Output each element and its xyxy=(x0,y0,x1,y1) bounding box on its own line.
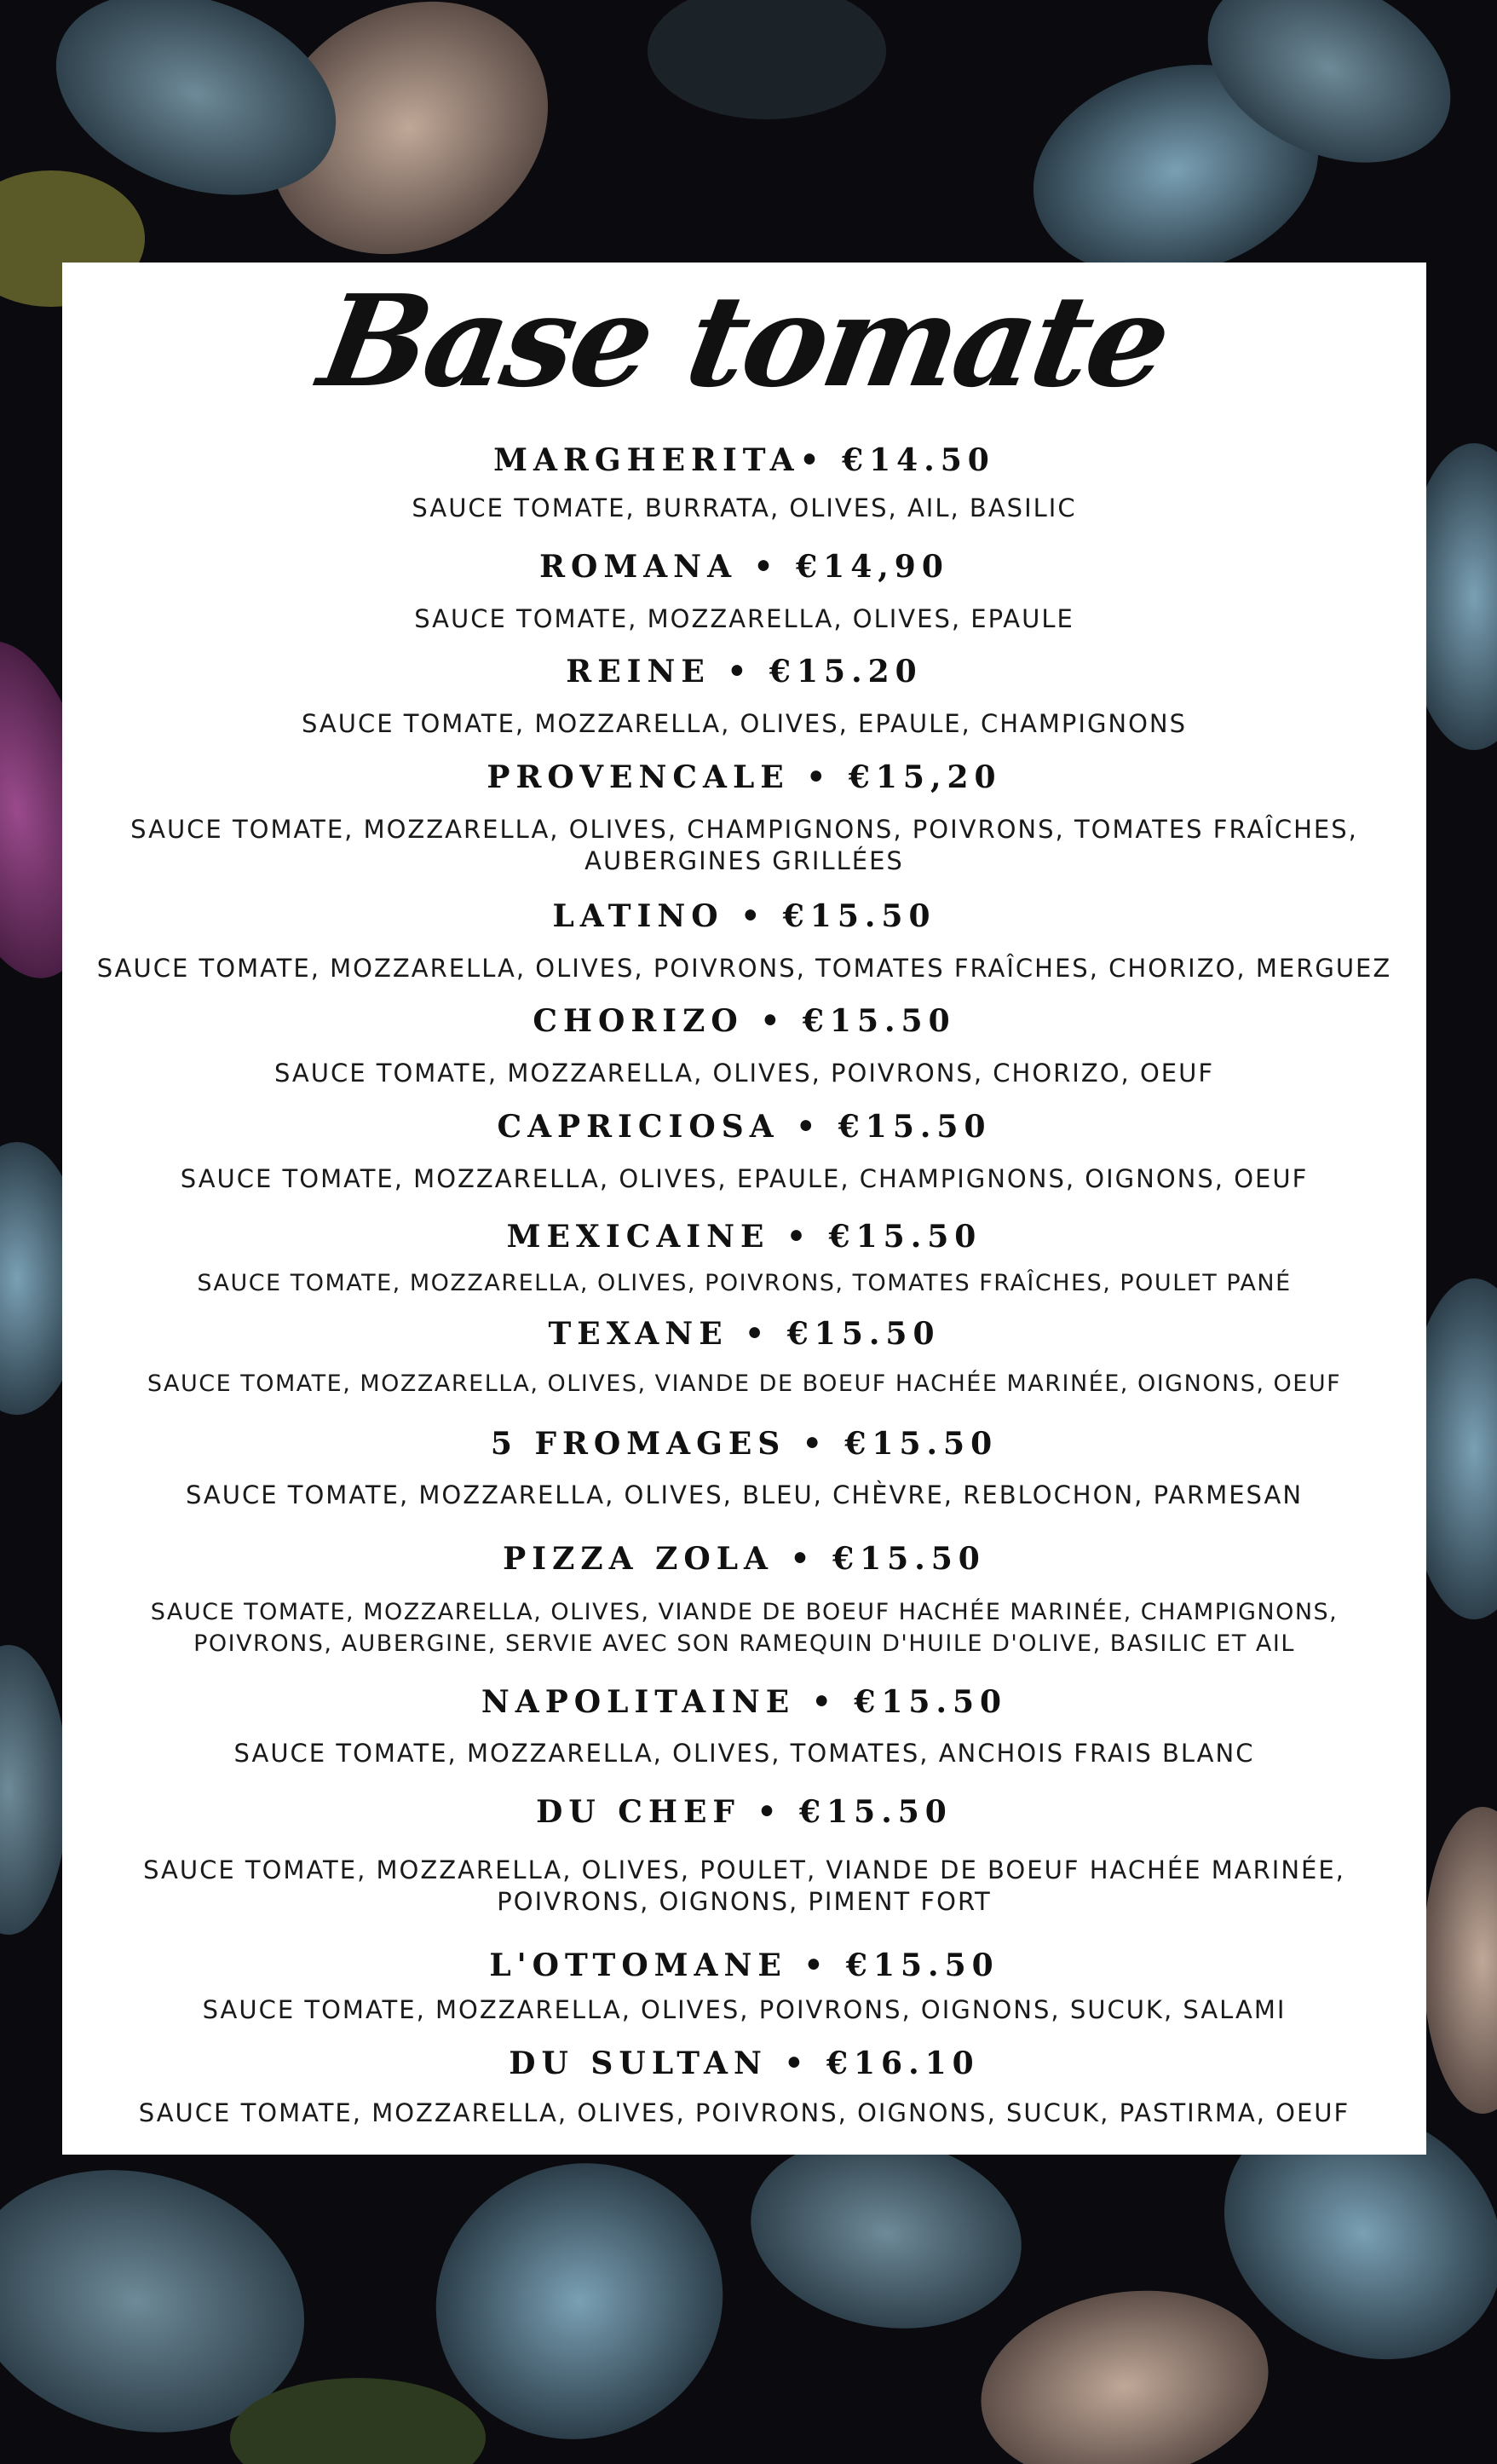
item-name: REINE xyxy=(566,654,711,690)
item-heading xyxy=(62,1218,1426,1255)
item-separator: • xyxy=(710,654,769,690)
item-price: €15.50 xyxy=(854,1684,1008,1720)
item-separator: • xyxy=(728,1316,787,1352)
item-name: TEXANE xyxy=(548,1316,728,1352)
item-heading xyxy=(62,1002,1426,1040)
item-separator: • xyxy=(743,1003,803,1039)
item-description: SAUCE TOMATE, MOZZARELLA, OLIVES, BLEU, CHÈVRE, REBLOCHON, PARMESAN xyxy=(185,1480,1304,1509)
item-description: SAUCE TOMATE, MOZZARELLA, OLIVES, POULET, VIANDE DE BOEUF HACHÉE MARINÉE, POIVRONS, OIGNONS, PIMENT FORT xyxy=(143,1855,1345,1916)
item-price: €15,20 xyxy=(848,759,1002,795)
item-heading xyxy=(62,441,1426,479)
menu-item xyxy=(62,1540,1426,1659)
item-name: PROVENCALE xyxy=(487,759,790,795)
item-name: CAPRICIOSA xyxy=(497,1109,780,1145)
item-name: LATINO xyxy=(552,898,724,934)
menu-item xyxy=(62,1425,1426,1511)
item-heading xyxy=(62,653,1426,690)
item-separator: • xyxy=(737,549,797,585)
item-description: SAUCE TOMATE, MOZZARELLA, OLIVES, POIVRONS, TOMATES FRAÎCHES, POULET PANÉ xyxy=(197,1270,1292,1296)
item-heading xyxy=(62,1425,1426,1463)
item-separator: • xyxy=(786,1426,845,1462)
item-name: NAPOLITAINE xyxy=(481,1684,796,1720)
item-name: ROMANA xyxy=(539,549,738,585)
item-name: DU CHEF xyxy=(536,1794,740,1830)
item-heading xyxy=(62,1540,1426,1578)
item-price: €16.10 xyxy=(826,2046,980,2081)
item-name: 5 FROMAGES xyxy=(490,1426,786,1462)
item-price: €15.50 xyxy=(828,1219,982,1255)
item-separator: • xyxy=(795,1684,855,1720)
menu-item xyxy=(62,1218,1426,1299)
item-separator: • xyxy=(773,1541,833,1577)
item-description: SAUCE TOMATE, MOZZARELLA, OLIVES, CHAMPIGNONS, POIVRONS, TOMATES FRAÎCHES, AUBERGINES GRILLÉES xyxy=(130,815,1358,875)
item-price: €15.20 xyxy=(769,654,923,690)
item-price: €15.50 xyxy=(832,1541,986,1577)
menu-item xyxy=(62,897,1426,984)
menu-item xyxy=(62,1002,1426,1089)
item-separator: • xyxy=(786,1948,846,1983)
item-separator: • xyxy=(769,1219,829,1255)
item-description: SAUCE TOMATE, MOZZARELLA, OLIVES, EPAULE, CHAMPIGNONS, OIGNONS, OEUF xyxy=(180,1164,1309,1193)
item-price: €15.50 xyxy=(845,1948,999,1983)
item-name: DU SULTAN xyxy=(509,2046,768,2081)
item-description: SAUCE TOMATE, MOZZARELLA, OLIVES, EPAULE, CHAMPIGNONS xyxy=(301,709,1188,738)
item-price: €15.50 xyxy=(844,1426,999,1462)
item-name: CHORIZO xyxy=(533,1003,744,1039)
item-description: SAUCE TOMATE, MOZZARELLA, OLIVES, POIVRONS, OIGNONS, SUCUK, SALAMI xyxy=(202,1995,1287,2024)
item-name: MARGHERITA xyxy=(493,442,800,478)
item-price: €14,90 xyxy=(796,549,949,585)
item-separator: • xyxy=(799,442,843,478)
item-separator: • xyxy=(789,759,849,795)
menu-title: Base tomate xyxy=(310,267,1178,415)
item-price: €15.50 xyxy=(838,1109,992,1145)
item-price: €15.50 xyxy=(786,1316,941,1352)
menu-item xyxy=(62,1315,1426,1399)
item-separator: • xyxy=(740,1794,800,1830)
menu-item xyxy=(62,1683,1426,1769)
item-description: SAUCE TOMATE, MOZZARELLA, OLIVES, TOMATES, ANCHOIS FRAIS BLANC xyxy=(233,1739,1255,1768)
item-heading xyxy=(62,1108,1426,1145)
item-heading xyxy=(62,548,1426,586)
item-separator: • xyxy=(723,898,783,934)
item-heading xyxy=(62,759,1426,796)
item-name: MEXICAINE xyxy=(506,1219,770,1255)
menu-item xyxy=(62,1108,1426,1195)
item-separator: • xyxy=(779,1109,838,1145)
item-description: SAUCE TOMATE, BURRATA, OLIVES, AIL, BASILIC xyxy=(412,493,1077,522)
menu-item xyxy=(62,653,1426,740)
item-description: SAUCE TOMATE, MOZZARELLA, OLIVES, POIVRONS, CHORIZO, OEUF xyxy=(273,1059,1215,1088)
item-heading xyxy=(62,2045,1426,2082)
item-heading xyxy=(62,1683,1426,1721)
menu-item xyxy=(62,1947,1426,2026)
item-description: SAUCE TOMATE, MOZZARELLA, OLIVES, POIVRONS, OIGNONS, SUCUK, PASTIRMA, OEUF xyxy=(138,2098,1350,2127)
menu-card xyxy=(62,263,1426,2155)
item-name: PIZZA ZOLA xyxy=(503,1541,774,1577)
menu-item xyxy=(62,548,1426,635)
item-heading xyxy=(62,1315,1426,1353)
menu-item xyxy=(62,1793,1426,1918)
item-price: €15.50 xyxy=(782,898,936,934)
item-heading xyxy=(62,897,1426,935)
menu-item xyxy=(62,441,1426,524)
item-price: €14.50 xyxy=(842,442,995,478)
menu-item xyxy=(62,2045,1426,2129)
item-description: SAUCE TOMATE, MOZZARELLA, OLIVES, POIVRONS, TOMATES FRAÎCHES, CHORIZO, MERGUEZ xyxy=(96,954,1392,983)
item-price: €15.50 xyxy=(799,1794,953,1830)
menu-item xyxy=(62,759,1426,877)
item-separator: • xyxy=(767,2046,826,2081)
item-heading xyxy=(62,1947,1426,1984)
item-description: SAUCE TOMATE, MOZZARELLA, OLIVES, EPAULE xyxy=(414,604,1074,633)
item-name: L'OTTOMANE xyxy=(489,1948,787,1983)
item-description: SAUCE TOMATE, MOZZARELLA, OLIVES, VIANDE DE BOEUF HACHÉE MARINÉE, OIGNONS, OEUF xyxy=(147,1370,1342,1397)
item-heading xyxy=(62,1793,1426,1831)
item-price: €15.50 xyxy=(802,1003,956,1039)
item-description: SAUCE TOMATE, MOZZARELLA, OLIVES, VIANDE DE BOEUF HACHÉE MARINÉE, CHAMPIGNONS, POIVRONS, AUBERGINE, SERVIE AVEC SON RAMEQUIN D'HUILE D'OLIVE, BASILIC ET AIL xyxy=(150,1599,1339,1657)
